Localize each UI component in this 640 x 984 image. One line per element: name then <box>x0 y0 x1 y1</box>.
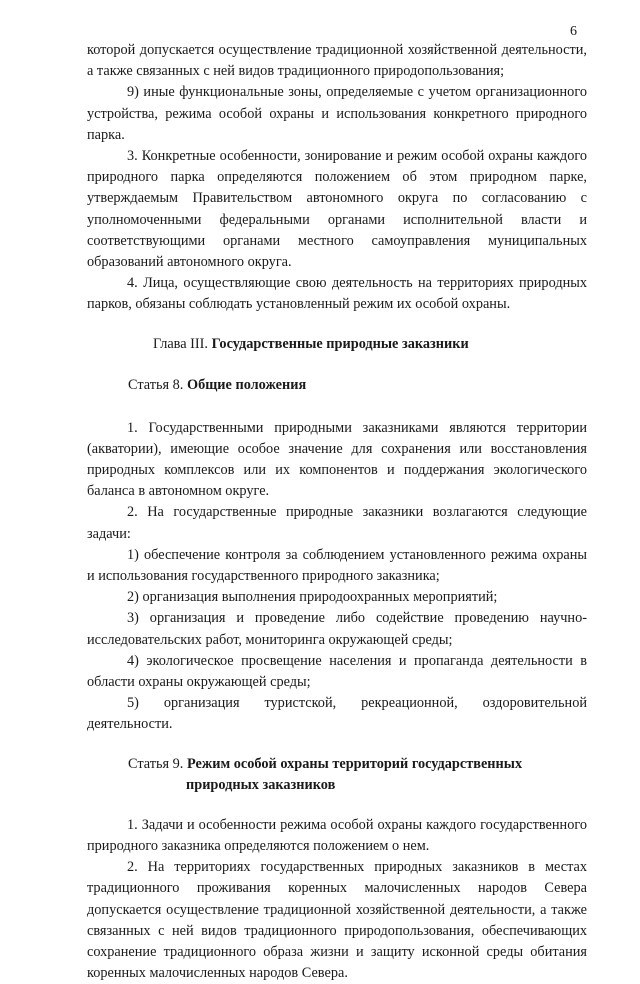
paragraph: 9) иные функциональные зоны, определяемые с учетом организационного устройства, режима особой охраны и использования конкретного природного парка. <box>87 84 587 143</box>
article-9-heading <box>87 754 587 796</box>
list-item: 3) организация и проведение либо содействие проведению научно-исследовательских работ, мониторинга окружающей среды; <box>87 610 587 648</box>
paragraph: 2. На государственные природные заказники возлагаются следующие задачи: <box>87 504 587 542</box>
list-item: 2) организация выполнения природоохранных мероприятий; <box>127 589 498 606</box>
list-item: 4) экологическое просвещение населения и пропаганда деятельности в области охраны окружающей среды; <box>87 652 587 691</box>
paragraph: 1. Задачи и особенности режима особой охраны каждого государственного природного заказника определяются положением о нем. <box>87 816 587 854</box>
paragraph: 3. Конкретные особенности, зонирование и режим особой охраны каждого природного парка определяются положением об этом природном парке, утверждаемым Правительством автономного округа по согласованию с уполномоченными федеральными органами исполнительной власти и соответствующими органами местного самоуправления муниципальных образований автономного округа. <box>87 148 587 271</box>
article-prefix: Статья 9. <box>128 755 187 772</box>
page-number: 6 <box>570 24 577 39</box>
page-body <box>87 40 587 984</box>
list-item: 5) организация туристской, рекреационной, оздоровительной деятельности. <box>87 695 587 733</box>
article-prefix: Статья 8. <box>128 376 187 393</box>
chapter-title: Государственные природные заказники <box>211 335 469 352</box>
article-title: Общие положения <box>186 376 307 393</box>
paragraph: 2. На территориях государственных природных заказников в местах традиционного проживания коренных малочисленных народов Севера допускается осуществление традиционной хозяйственной деятельности, а также связанных с ней видов традиционного природопользования, обеспечивающих сохранение традиционного образа жизни и защиту исконной среды обитания коренных малочисленных народов Севера. <box>87 859 587 982</box>
article-title: Режим особой охраны территорий государственных <box>186 755 523 772</box>
paragraph: 4. Лица, осуществляющие свою деятельность на территориях природных парков, обязаны соблюдать установленный режим их особой охраны. <box>87 275 587 313</box>
chapter-heading <box>87 334 587 355</box>
paragraph: которой допускается осуществление традиционной хозяйственной деятельности, а также связанных с ней видов традиционного природопользования; <box>87 42 587 80</box>
list-item: 1) обеспечение контроля за соблюдением установленного режима охраны и использования государственного природного заказника; <box>87 546 587 585</box>
article-8-heading <box>87 375 587 396</box>
paragraph: 1. Государственными природными заказниками являются территории (акватории), имеющие особое значение для сохранения или восстановления природных комплексов или их компонентов и поддержания экологического баланса в автономном округе. <box>87 419 587 500</box>
chapter-prefix: Глава III. <box>153 335 212 352</box>
article-title-line2: природных заказников <box>186 776 336 793</box>
